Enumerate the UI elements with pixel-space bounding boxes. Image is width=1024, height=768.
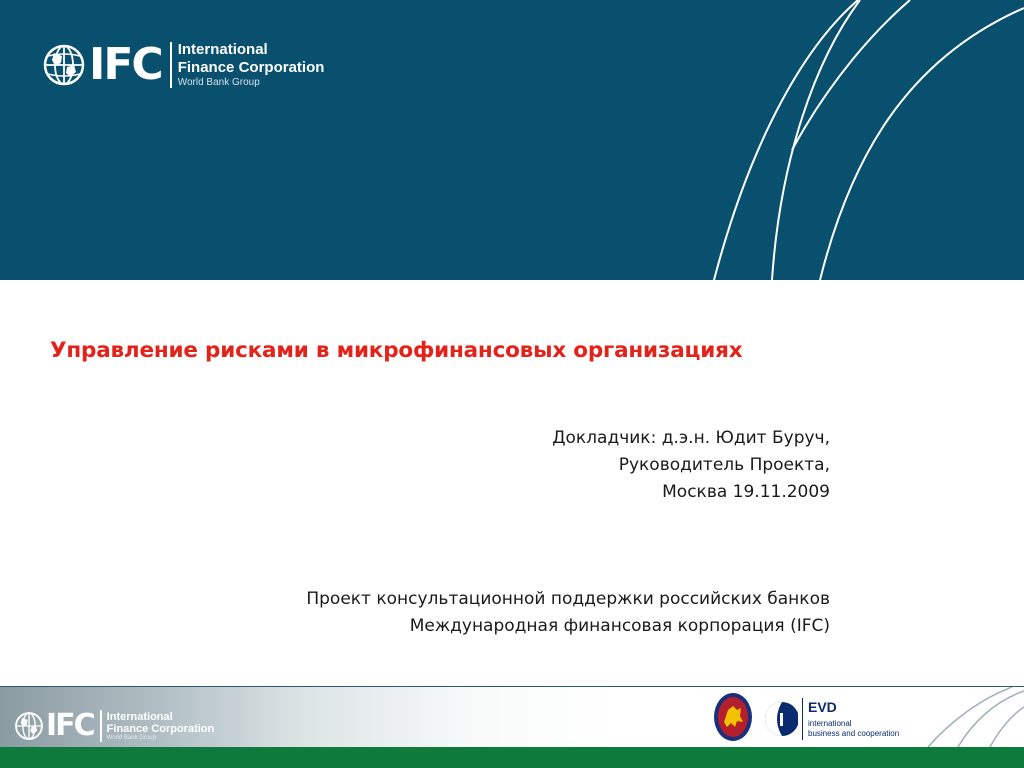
speaker-line: Докладчик: д.э.н. Юдит Буруч, [552,428,830,448]
ifc-mark-text: IFC [46,708,94,743]
wordmark-line3: World Bank Group [177,77,260,88]
evd-wordmark [808,700,899,739]
ifc-mark-text: IFC [89,39,162,90]
project-line: Проект консультационной поддержки российских банков [306,589,830,609]
evd-subline: business and cooperation [808,728,900,738]
speaker-line: Москва 19.11.2009 [662,482,830,502]
ifc-wordmark [178,41,325,89]
wordmark-line3: World Bank Group [106,734,156,741]
evd-subline: international [808,718,852,728]
evd-divider [802,698,803,740]
globe-icon [42,43,86,87]
logo-divider [100,710,102,742]
project-block [306,586,830,640]
project-line: Международная финансовая корпорация (IFC) [409,616,830,636]
ifc-wordmark [107,711,215,742]
finland-crest-icon [713,692,753,742]
evd-name: EVD [808,698,837,715]
wordmark-line2: Finance Corporation [177,59,325,76]
wordmark-line2: Finance Corporation [106,722,215,735]
globe-icon [14,711,44,741]
ifc-logo-footer [14,710,214,742]
evd-mark-icon [762,697,798,741]
speaker-block [552,425,830,506]
wordmark-line1: International [106,710,173,723]
wordmark-line1: International [177,41,268,58]
header-band [0,0,1024,280]
evd-logo [762,696,902,742]
speaker-line: Руководитель Проекта, [618,455,830,475]
slide-title: Управление рисками в микрофинансовых организациях [50,338,743,363]
footer-green-strip [0,747,1024,768]
ifc-logo [42,39,325,90]
logo-divider [170,42,172,88]
